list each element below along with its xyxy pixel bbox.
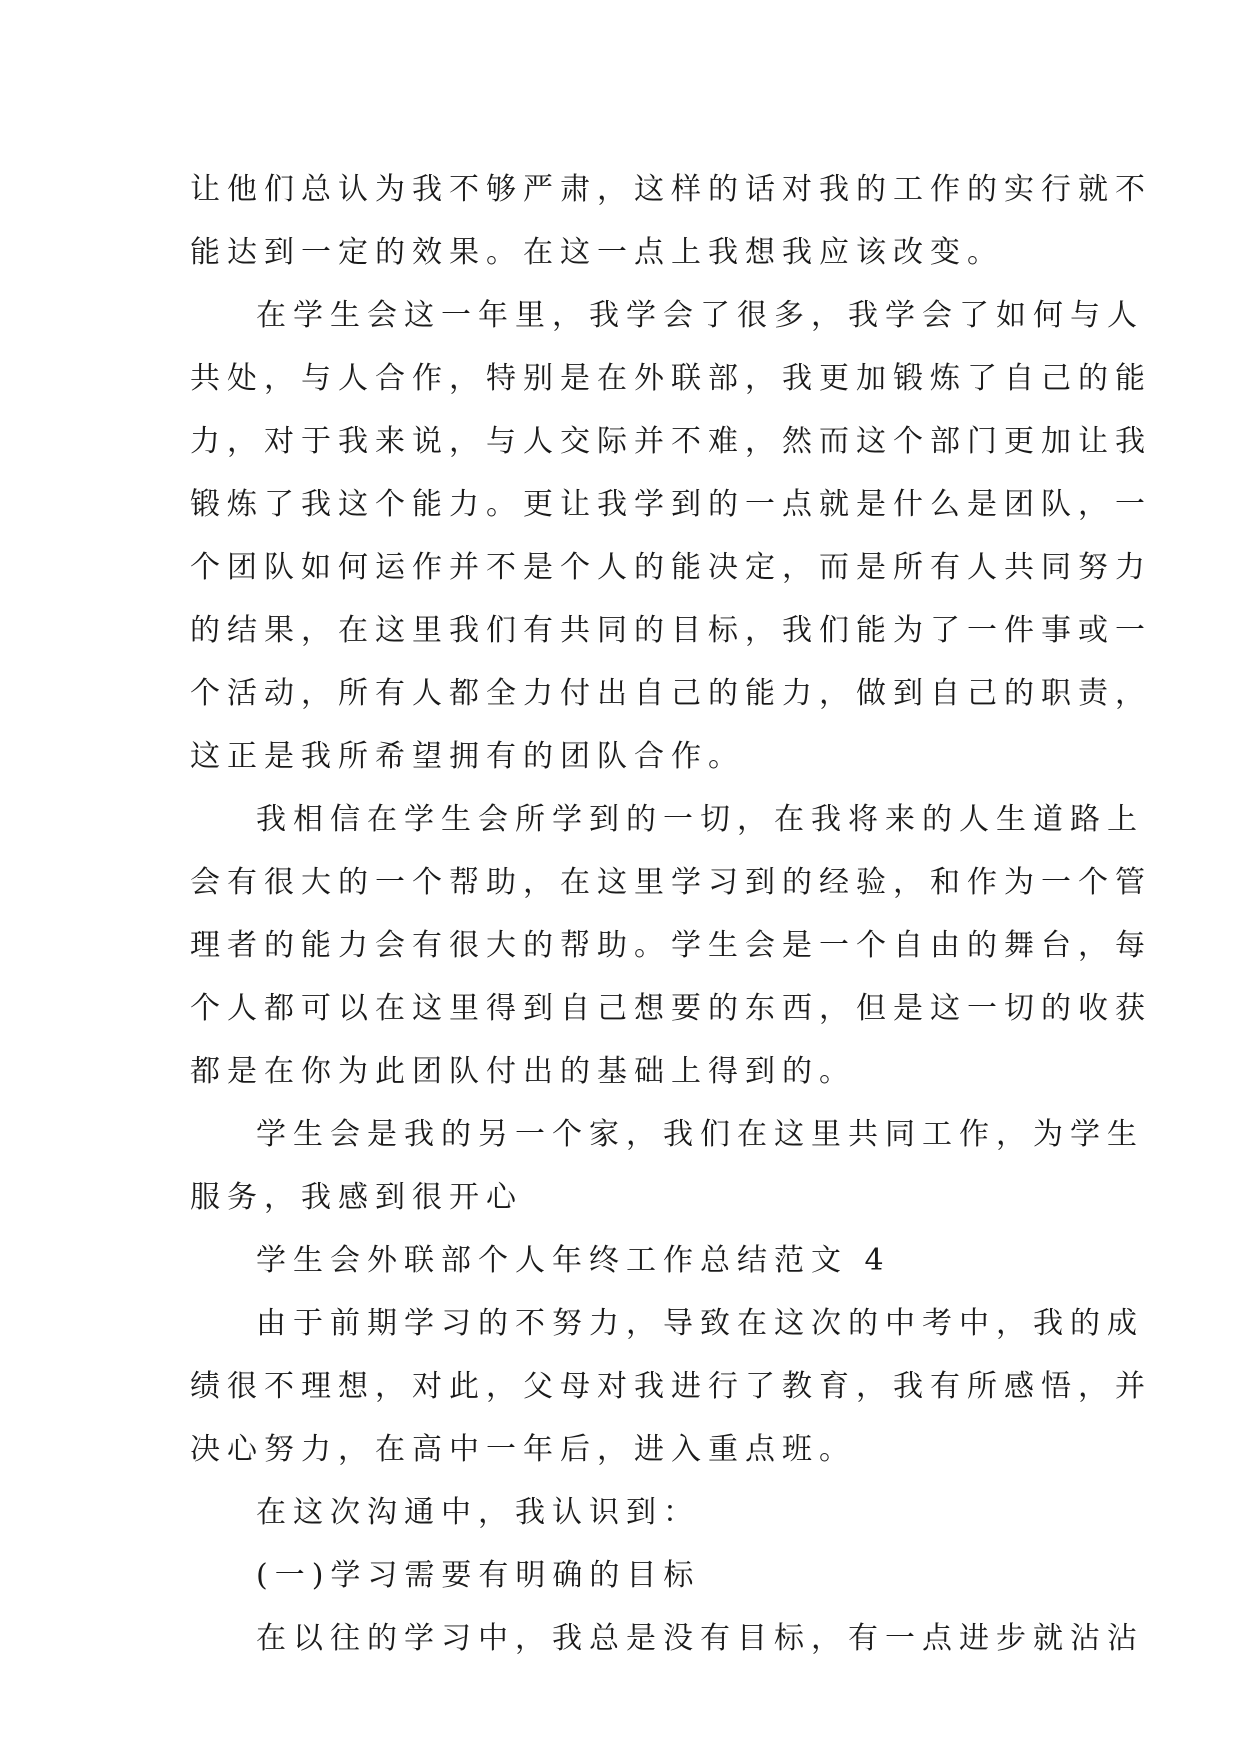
text-line: 理者的能力会有很大的帮助。学生会是一个自由的舞台，每: [190, 928, 1152, 963]
text-line: 力，对于我来说，与人交际并不难，然而这个部门更加让我: [190, 424, 1152, 459]
text-line: 共处，与人合作，特别是在外联部，我更加锻炼了自己的能: [190, 361, 1152, 396]
text-line: 锻炼了我这个能力。更让我学到的一点就是什么是团队，一: [190, 487, 1152, 522]
document-body: [190, 158, 1152, 1670]
paragraph-start-line: 由于前期学习的不努力，导致在这次的中考中，我的成: [256, 1306, 1144, 1341]
section-heading: 学生会外联部个人年终工作总结范文 4: [256, 1243, 891, 1278]
subheading-line: (一)学习需要有明确的目标: [256, 1558, 701, 1593]
paragraph-start-line: 在学生会这一年里，我学会了很多，我学会了如何与人: [256, 298, 1144, 333]
paragraph-start-line: 学生会是我的另一个家，我们在这里共同工作，为学生: [256, 1117, 1144, 1152]
text-line: 会有很大的一个帮助，在这里学习到的经验，和作为一个管: [190, 865, 1152, 900]
text-line: 的结果，在这里我们有共同的目标，我们能为了一件事或一: [190, 613, 1152, 648]
paragraph-start-line: 在这次沟通中，我认识到：: [256, 1495, 700, 1530]
text-line: 这正是我所希望拥有的团队合作。: [190, 739, 745, 774]
text-line: 个活动，所有人都全力付出自己的能力，做到自己的职责，: [190, 676, 1152, 711]
paragraph-start-line: 在以往的学习中，我总是没有目标，有一点进步就沾沾: [256, 1621, 1144, 1656]
text-line: 绩很不理想，对此，父母对我进行了教育，我有所感悟，并: [190, 1369, 1152, 1404]
text-line: 能达到一定的效果。在这一点上我想我应该改变。: [190, 235, 1004, 270]
text-line: 都是在你为此团队付出的基础上得到的。: [190, 1054, 856, 1089]
text-line: 决心努力，在高中一年后，进入重点班。: [190, 1432, 856, 1467]
text-line: 让他们总认为我不够严肃，这样的话对我的工作的实行就不: [190, 172, 1152, 207]
paragraph-start-line: 我相信在学生会所学到的一切，在我将来的人生道路上: [256, 802, 1144, 837]
text-line: 服务，我感到很开心: [190, 1180, 523, 1215]
text-line: 个人都可以在这里得到自己想要的东西，但是这一切的收获: [190, 991, 1152, 1026]
text-line: 个团队如何运作并不是个人的能决定，而是所有人共同努力: [190, 550, 1152, 585]
